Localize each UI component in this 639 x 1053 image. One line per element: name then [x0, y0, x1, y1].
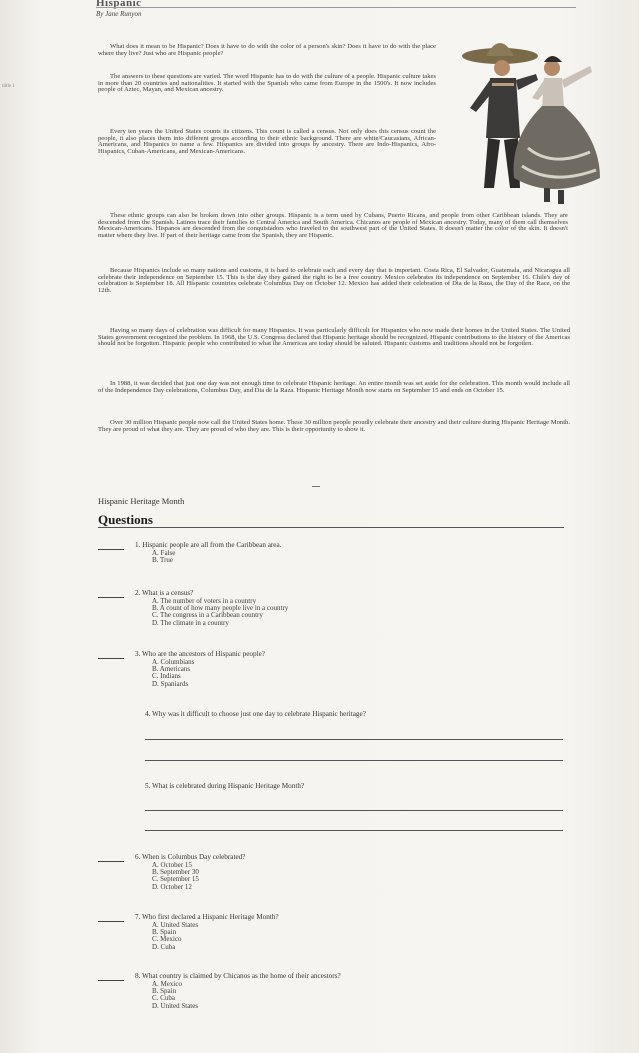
option-d: D. The climate in a country — [152, 618, 229, 627]
option-b: B. True — [152, 556, 174, 565]
question-text: 3. Who are the ancestors of Hispanic people? — [135, 650, 265, 658]
option-a: A. Columbians — [152, 658, 195, 666]
option-d: D. United States — [152, 1001, 199, 1010]
option-a: A. United States — [152, 921, 199, 929]
option-c: C. The congress in a Caribbean country — [152, 611, 263, 620]
option-a: A. False — [152, 549, 176, 557]
intro-paragraph: What does it mean to be Hispanic? Does it have to do with the color of a person's skin? Does it have to do with the place where they live? Just who are Hispanic people? — [98, 43, 436, 57]
answer-line[interactable] — [145, 810, 563, 811]
question-text: 7. Who first declared a Hispanic Heritage Month? — [135, 913, 279, 921]
congress-paragraph: Having so many days of celebration was difficult for many Hispanics. It was particularly difficult for Hispanics who now made their homes in the United States. The United States government recognized the problem. In 1968, the U.S. Congress declared that Hispanic heritage should be recognized. Hispanic contributions to the history of the Americas should not be forgotten. Hispanic people who contributed to what the Americas are today should be saluted. Hispanic customs and traditions should not be forgotten. — [98, 327, 570, 348]
question-text: 2. What is a census? — [135, 589, 194, 597]
worksheet-title: Hispanic Heritage Month — [98, 496, 185, 506]
closing-paragraph: Over 30 million Hispanic people now call the United States home. These 30 million people proudly celebrate their ancestry and their culture during Hispanic Heritage Month. They are proud of what they are. They are proud of who they are. This is their opportunity to show it. — [98, 419, 570, 433]
answer-blank[interactable] — [98, 549, 124, 550]
answer-blank[interactable] — [98, 921, 124, 922]
answer-blank[interactable] — [98, 597, 124, 598]
option-c: C. Cuba — [152, 994, 175, 1003]
option-b: B. Americans — [152, 665, 191, 674]
option-b: B. A count of how many people live in a country — [152, 604, 289, 613]
answer-line[interactable] — [145, 760, 563, 761]
culture-paragraph: The answers to these questions are varied. The word Hispanic has to do with the culture of a people. Hispanic culture takes in more than 20 countries and nationalities. It started with the Spanish who came from Europe in the 1500's. It now includes people of Aztec, Mayan, and Mexican ancestry. — [98, 73, 436, 94]
question-text: 6. When is Columbus Day celebrated? — [135, 853, 246, 861]
answer-blank[interactable] — [98, 658, 124, 659]
option-c: C. Indians — [152, 672, 181, 681]
byline: By Jane Runyon — [96, 10, 142, 18]
option-b: B. Spain — [152, 987, 177, 996]
title-rule — [96, 7, 576, 8]
celebrations-paragraph: Because Hispanics include so many nations and customs, it is hard to celebrate each and every day that is important. Costa Rica, El Salvador, Guatemala, and Nicaragua all celebrate their independence on September 15. This is the day they gained the right to be a free country. Mexico celebrates its independence on September 16. Chile's day of celebration is September 18. All Hispanic countries celebrate Columbus Day on October 12. Mexico has added their celebration of Dia de la Raza, the Day of the Race, on the 12th. — [98, 267, 570, 294]
answer-line[interactable] — [145, 830, 563, 831]
option-c: C. Mexico — [152, 935, 182, 944]
margin-note: tiitle 1 — [2, 84, 15, 89]
option-d: D. Cuba — [152, 942, 176, 951]
ethnic-groups-paragraph: These ethnic groups can also be broken down into other groups. Hispanic is a term used by Cubans, Puerto Ricans, and people from other Caribbean islands. They are descended from the Spanish. Latinos trace their families to Central America and South America. Chicanos are people of Mexican ancestry. Today, many of them call themselves Mexican-Americans. Hispanos are descended from the conquistadors who traveled to the southwest part of the United States. It doesn't matter the color of the skin. It doesn't matter where they live. If part of their heritage came from the Spanish, they are Hispanic. — [98, 212, 568, 239]
page-title: Hispanic — [96, 0, 142, 9]
answer-blank[interactable] — [98, 980, 124, 981]
question-text: 5. What is celebrated during Hispanic Heritage Month? — [145, 782, 305, 790]
question-text: 8. What country is claimed by Chicanos as the home of their ancestors? — [135, 972, 341, 980]
section-divider — [312, 486, 320, 487]
census-paragraph: Every ten years the United States counts its citizens. This count is called a census. Not only does this census count the people, it also places them into different groups according to their ethnic background. There are white/Caucasians, African-Americans, and Hispanics to name a few. Hispanics are divided into groups by ancestry. There are Indo-Hispanics, Afro-Hispanics, Cuban-Americans, and Mexican-Americans. — [98, 128, 436, 155]
option-a: A. The number of voters in a country — [152, 597, 257, 605]
questions-rule — [98, 527, 564, 528]
heritage-month-paragraph: In 1988, it was decided that just one day was not enough time to celebrate Hispanic heritage. An entire month was set aside for the celebration. This month would include all of the Independence Day celebrations, Columbus Day, and Dia de la Raza. Hispanic Heritage Month now starts on September 15 and ends on October 15. — [98, 380, 570, 394]
question-text: 4. Why was it difficult to choose just one day to celebrate Hispanic heritage? — [145, 710, 366, 718]
dancers-illustration — [440, 28, 610, 213]
option-c: C. September 15 — [152, 875, 199, 884]
option-a: A. October 15 — [152, 861, 192, 869]
option-a: A. Mexico — [152, 980, 182, 988]
option-b: B. Spain — [152, 928, 177, 937]
questions-heading: Questions — [98, 512, 153, 527]
option-d: D. October 12 — [152, 882, 192, 891]
option-b: B. September 30 — [152, 868, 199, 877]
question-text: 1. Hispanic people are all from the Caribbean area. — [135, 541, 282, 549]
answer-blank[interactable] — [98, 861, 124, 862]
answer-line[interactable] — [145, 739, 563, 740]
option-d: D. Spaniards — [152, 679, 189, 688]
